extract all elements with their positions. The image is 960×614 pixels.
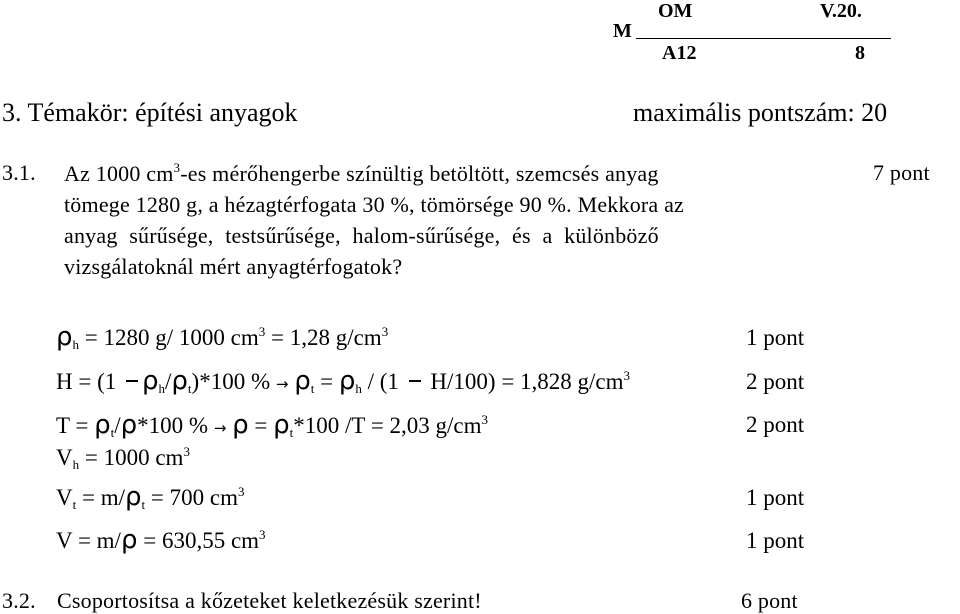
- minus-sign: [409, 380, 421, 382]
- question-1-line-1a: Az 1000 cm: [64, 161, 174, 186]
- arrow-icon: →: [275, 375, 289, 393]
- rho-symbol: ρ: [120, 410, 138, 440]
- formula-4: [56, 444, 190, 473]
- sub: t: [110, 425, 115, 440]
- sub: t: [72, 497, 77, 512]
- rho-symbol: ρ: [125, 482, 142, 512]
- header-code-left: M: [613, 20, 632, 42]
- header-rule: [636, 38, 891, 39]
- formula-text: =: [248, 413, 274, 438]
- formula-1-points: 1 pont: [746, 325, 805, 350]
- formula-text: =: [314, 369, 339, 394]
- sup: 3: [259, 527, 266, 542]
- formula-text: H/100) = 1,828 g/cm: [424, 369, 624, 394]
- question-1-line-3: anyag sűrűsége, testsűrűsége, halom-sűrűsége, és a különböző: [64, 223, 659, 248]
- rho-symbol: ρ: [171, 366, 188, 396]
- question-2-number: 3.2.: [2, 588, 36, 613]
- question-1-points: 7 pont: [873, 160, 930, 185]
- question-1-line-2: tömege 1280 g, a hézagtérfogata 30 %, tömörsége 90 %. Mekkora az: [64, 192, 685, 217]
- sup: 3: [237, 484, 245, 499]
- sub: t: [310, 381, 315, 396]
- formula-5-points: 1 pont: [746, 485, 805, 510]
- formula-text: *100 %: [137, 413, 209, 438]
- header-grade: A12: [662, 42, 697, 64]
- question-2-text: Csoportosítsa a kőzeteket keletkezésük szerint!: [57, 588, 482, 613]
- question-1-line-4: vizsgálatoknál mért anyagtérfogatok?: [64, 254, 403, 279]
- rho-symbol: ρ: [273, 410, 290, 440]
- minus-sign: [126, 380, 138, 382]
- formula-text: = 630,55 cm: [137, 528, 260, 553]
- formula-text: H = (1: [56, 369, 122, 394]
- section-max-points: maximális pontszám: 20: [633, 98, 888, 127]
- sub: h: [355, 381, 362, 396]
- sub: h: [72, 457, 80, 472]
- question-1-line-1: [64, 160, 659, 187]
- formula-text: V: [56, 485, 73, 510]
- formula-2: [56, 366, 630, 397]
- formula-text: /: [165, 369, 172, 394]
- formula-6: [56, 525, 266, 555]
- rho-symbol: ρ: [338, 366, 356, 396]
- formula-text: /: [114, 413, 121, 438]
- header-date: V.20.: [820, 0, 862, 22]
- rho-symbol: ρ: [94, 410, 111, 440]
- sub: t: [289, 425, 294, 440]
- sub: t: [141, 497, 146, 512]
- sub: t: [187, 381, 192, 396]
- sup: 3: [481, 412, 489, 427]
- formula-3: [56, 410, 488, 441]
- rho-symbol: ρ: [142, 366, 159, 396]
- formula-5: [56, 482, 244, 513]
- rho-symbol: ρ: [56, 322, 73, 352]
- formula-text: / (1: [361, 369, 405, 394]
- header-page-number: 8: [855, 42, 865, 64]
- formula-text: = 1,28 g/cm: [265, 325, 382, 350]
- question-1-number: 3.1.: [2, 160, 36, 185]
- question-1-line-1b: -es mérőhengerbe színültig betöltött, szemcsés anyag: [180, 161, 659, 186]
- formula-text: = 700 cm: [145, 485, 238, 510]
- question-2-points: 6 pont: [741, 588, 798, 613]
- formula-3-points: 2 pont: [746, 412, 805, 437]
- formula-text: = m/: [76, 485, 126, 510]
- formula-text: )*100 %: [191, 369, 271, 394]
- formula-text: V: [56, 445, 73, 470]
- formula-text: = 1280 g/ 1000 cm: [79, 325, 259, 350]
- rho-symbol: ρ: [232, 410, 249, 440]
- sup: 3: [381, 324, 389, 339]
- sub: h: [72, 337, 80, 352]
- formula-1: [56, 322, 388, 353]
- section-title: 3. Témakör: építési anyagok: [2, 98, 298, 127]
- formula-2-points: 2 pont: [746, 369, 805, 394]
- sub: h: [158, 381, 166, 396]
- formula-text: T =: [56, 413, 95, 438]
- rho-symbol: ρ: [120, 525, 138, 555]
- rho-symbol: ρ: [294, 366, 311, 396]
- sup: 3: [623, 368, 631, 383]
- sup: 3: [258, 324, 266, 339]
- arrow-icon: →: [213, 419, 227, 437]
- formula-text: V = m/: [56, 528, 121, 553]
- sup: 3: [183, 444, 190, 459]
- question-1-sup: 3: [173, 160, 181, 175]
- header-code-top: OM: [658, 0, 693, 22]
- formula-6-points: 1 pont: [746, 528, 805, 553]
- formula-text: *100 /T = 2,03 g/cm: [293, 413, 482, 438]
- formula-text: = 1000 cm: [79, 445, 184, 470]
